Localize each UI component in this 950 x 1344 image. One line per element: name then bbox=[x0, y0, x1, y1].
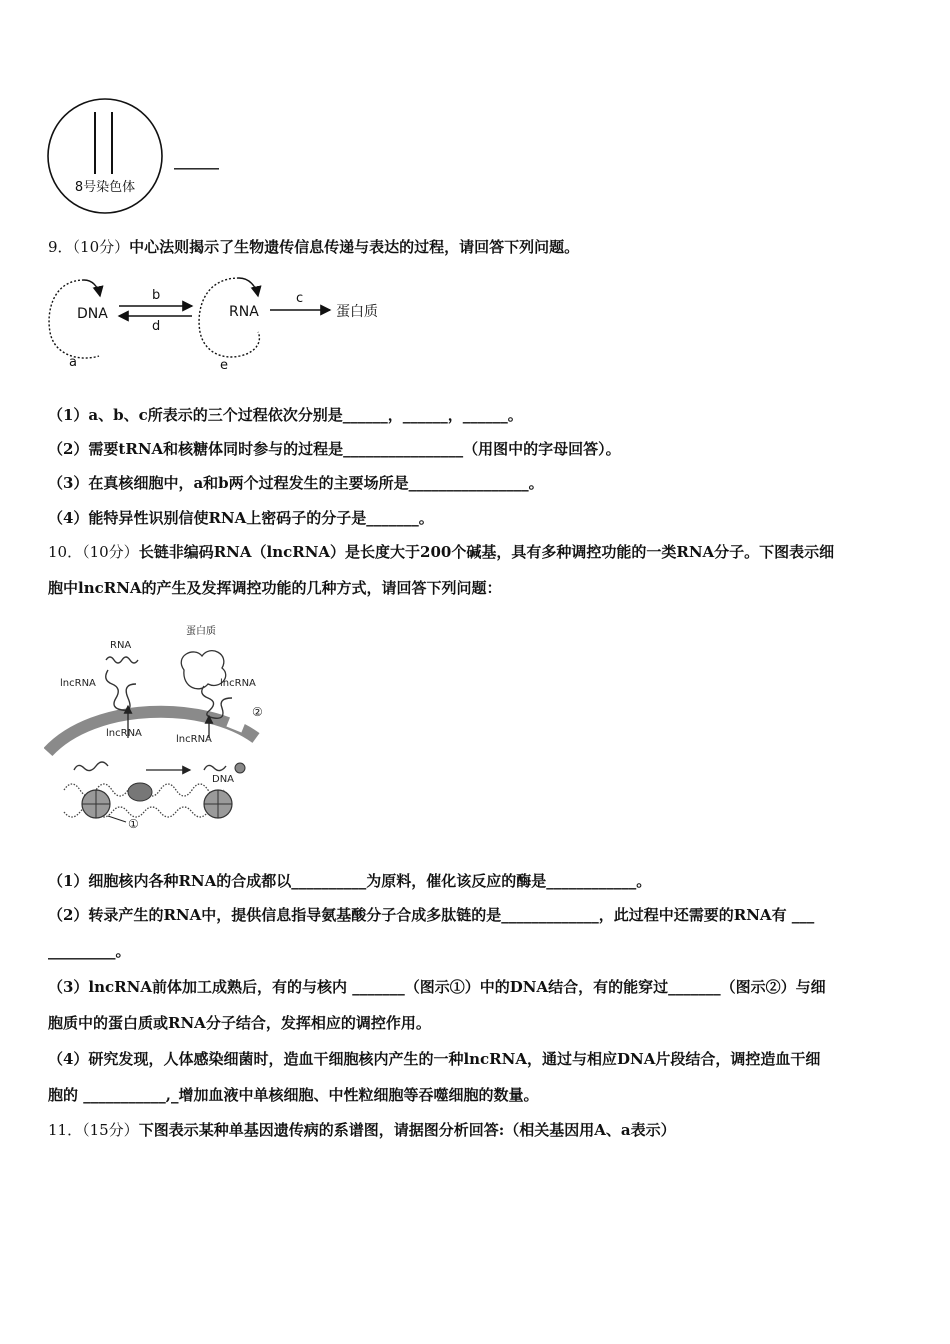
rna-label: RNA bbox=[110, 640, 132, 651]
lncrna-diagram bbox=[44, 620, 274, 835]
q10-sub4-line2: 胞的 ___________,_增加血液中单核细胞、中性粒细胞等吞噬细胞的数量。 bbox=[48, 1086, 539, 1104]
q10-points: （10分） bbox=[82, 543, 139, 561]
marker-1-leader bbox=[108, 816, 126, 822]
q9-points: （10分） bbox=[72, 238, 130, 256]
chromosome-label: 8号染色体 bbox=[74, 180, 136, 195]
lncrna-label-top-right: lncRNA bbox=[220, 678, 256, 689]
q9-stem: 中心法则揭示了生物遗传信息传递与表达的过程，请回答下列问题。 bbox=[129, 238, 580, 256]
central-dogma-diagram bbox=[44, 270, 404, 375]
q10-number: 10． bbox=[48, 543, 83, 561]
q10-sub2-line2: _________。 bbox=[48, 942, 131, 960]
q10-sub2-line1: （2）转录产生的RNA中，提供信息指导氨基酸分子合成多肽链的是_____________，此过程中还需要的RNA有 ___ bbox=[48, 906, 815, 924]
dna-label: DNA bbox=[77, 306, 108, 322]
lncrna-label-inner-right: lncRNA bbox=[176, 734, 212, 745]
q10-sub3-line1: （3）lncRNA前体加工成熟后，有的与核内 _______（图示①）中的DNA结合，有的能穿过_______（图示②）与细 bbox=[48, 978, 826, 996]
bound-complex bbox=[235, 763, 245, 773]
q10-stem1: 长链非编码RNA（lncRNA）是长度大于200个碱基，具有多种调控功能的一类RNA分子。下图表示细 bbox=[138, 543, 835, 561]
q11-stem-line bbox=[48, 1119, 676, 1140]
cell-circle bbox=[48, 99, 162, 213]
q10-sub1: （1）细胞核内各种RNA的合成都以__________为原料，催化该反应的酶是____________。 bbox=[48, 872, 652, 890]
nascent-lncrna-right bbox=[204, 765, 226, 770]
lncrna-label-inner-left: lncRNA bbox=[106, 728, 142, 739]
lncrna-label-top-left: lncRNA bbox=[60, 678, 96, 689]
q10-sub4-line1: （4）研究发现，人体感染细菌时，造血干细胞核内产生的一种lncRNA，通过与相应DNA片段结合，调控造血干细 bbox=[48, 1050, 821, 1068]
q10-stem-line2: 胞中lncRNA的产生及发挥调控功能的几种方式，请回答下列问题： bbox=[48, 579, 502, 597]
q9-sub4: （4）能特异性识别信使RNA上密码子的分子是_______。 bbox=[48, 509, 434, 527]
nascent-lncrna-left bbox=[74, 762, 108, 771]
lncrna-top-left-strand bbox=[106, 670, 136, 710]
q9-sub3: （3）在真核细胞中，a和b两个过程发生的主要场所是________________。 bbox=[48, 474, 544, 492]
q9-sub2: （2）需要tRNA和核糖体同时参与的过程是________________（用图中的字母回答）。 bbox=[48, 440, 621, 458]
chromosome-diagram bbox=[44, 96, 174, 218]
q11-number: 11． bbox=[48, 1121, 83, 1139]
q9-number: 9． bbox=[48, 238, 73, 256]
nuclear-envelope bbox=[48, 712, 256, 752]
replication-arrow bbox=[84, 280, 100, 296]
label-a: a bbox=[69, 355, 77, 370]
q9-central-dogma-figure bbox=[44, 270, 404, 375]
marker-1: ① bbox=[128, 817, 139, 831]
q10-lncrna-figure bbox=[44, 620, 274, 835]
marker-2: ② bbox=[252, 705, 263, 719]
chromosome-figure bbox=[44, 96, 174, 218]
protein-label: 蛋白质 bbox=[336, 304, 378, 320]
chromosome-answer-blank: ______ bbox=[174, 152, 219, 170]
q9-sub1: （1）a、b、c所表示的三个过程依次分别是______，______，______。 bbox=[48, 406, 523, 424]
rna-label: RNA bbox=[229, 304, 259, 320]
rna-strand bbox=[106, 657, 138, 663]
q11-stem: 下图表示某种单基因遗传病的系谱图，请据图分析回答:（相关基因用A、a表示） bbox=[138, 1121, 676, 1139]
label-e: e bbox=[220, 358, 228, 373]
q9-stem-line bbox=[48, 236, 579, 257]
rna-replication-arrow bbox=[239, 278, 258, 296]
polymerase-complex bbox=[128, 783, 152, 801]
q11-points: （15分） bbox=[82, 1121, 139, 1139]
nuclear-pore-gap bbox=[229, 720, 244, 726]
label-b: b bbox=[152, 288, 161, 303]
label-d: d bbox=[152, 319, 161, 334]
protein-label: 蛋白质 bbox=[186, 626, 216, 637]
q10-stem-line1 bbox=[48, 541, 834, 562]
q10-sub3-line2: 胞质中的蛋白质或RNA分子结合，发挥相应的调控作用。 bbox=[48, 1014, 431, 1032]
dna-label: DNA bbox=[212, 774, 235, 785]
label-c: c bbox=[296, 291, 304, 306]
